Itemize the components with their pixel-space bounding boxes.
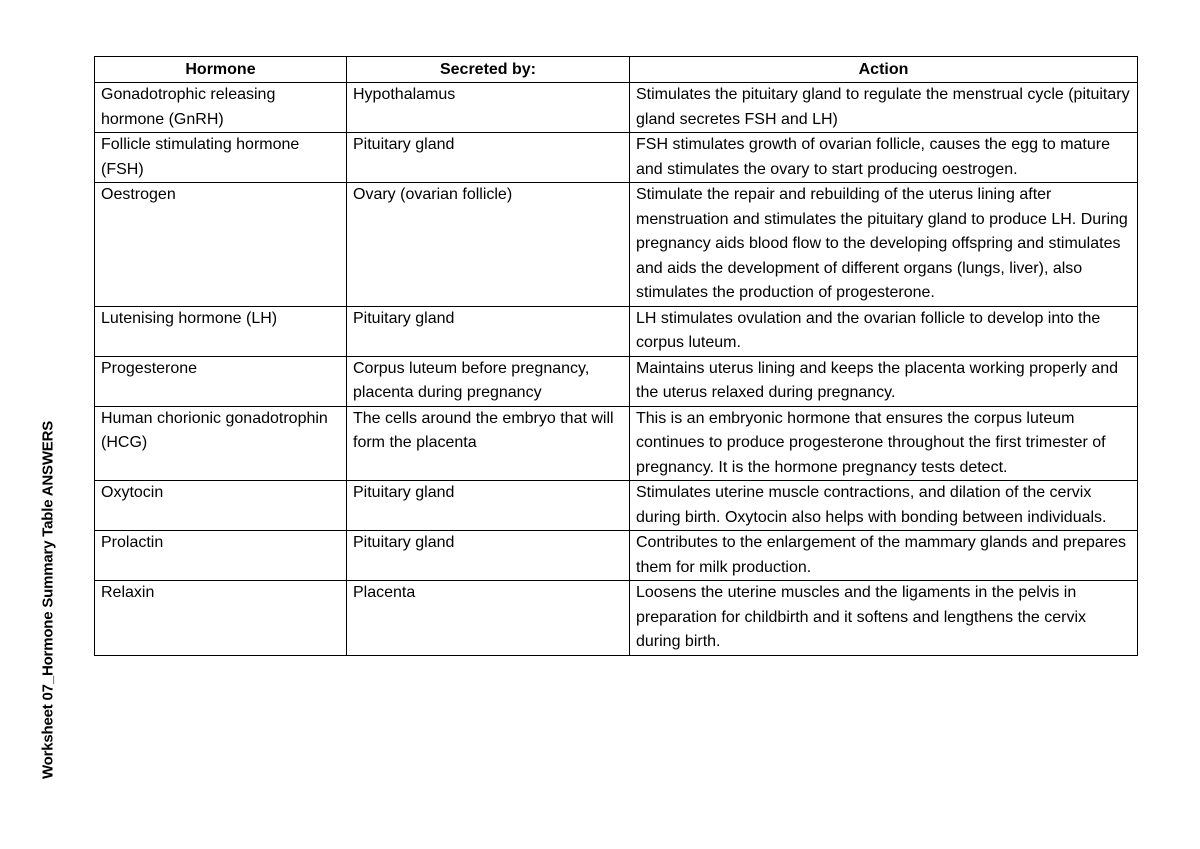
column-header-secreted-by: Secreted by:: [347, 57, 630, 83]
hormone-summary-table: [94, 56, 1138, 656]
hormone-cell: Oxytocin: [95, 481, 347, 531]
action-cell: This is an embryonic hormone that ensures the corpus luteum continues to produce progesterone throughout the first trimester of pregnancy. It is the hormone pregnancy tests detect.: [630, 406, 1138, 481]
table-header-row: [95, 57, 1138, 83]
column-header-hormone: Hormone: [95, 57, 347, 83]
column-header-action: Action: [630, 57, 1138, 83]
secreted-by-cell: Pituitary gland: [347, 481, 630, 531]
hormone-cell: Follicle stimulating hormone (FSH): [95, 133, 347, 183]
action-cell: Contributes to the enlargement of the mammary glands and prepares them for milk production.: [630, 531, 1138, 581]
secreted-by-cell: Pituitary gland: [347, 306, 630, 356]
action-cell: Stimulates uterine muscle contractions, and dilation of the cervix during birth. Oxytocin also helps with bonding between individuals.: [630, 481, 1138, 531]
hormone-cell: Relaxin: [95, 581, 347, 656]
table-row: [95, 183, 1138, 307]
hormone-cell: Progesterone: [95, 356, 347, 406]
table-row: [95, 406, 1138, 481]
table-row: [95, 133, 1138, 183]
action-cell: Stimulates the pituitary gland to regulate the menstrual cycle (pituitary gland secretes FSH and LH): [630, 83, 1138, 133]
hormone-cell: Human chorionic gonadotrophin (HCG): [95, 406, 347, 481]
hormone-cell: Gonadotrophic releasing hormone (GnRH): [95, 83, 347, 133]
hormone-cell: Oestrogen: [95, 183, 347, 307]
action-cell: LH stimulates ovulation and the ovarian follicle to develop into the corpus luteum.: [630, 306, 1138, 356]
action-cell: Stimulate the repair and rebuilding of the uterus lining after menstruation and stimulates the pituitary gland to produce LH. During pregnancy aids blood flow to the developing offspring and stimulates and aids the development of different organs (lungs, liver), also stimulates the production of progesterone.: [630, 183, 1138, 307]
secreted-by-cell: Placenta: [347, 581, 630, 656]
action-cell: Loosens the uterine muscles and the ligaments in the pelvis in preparation for childbirth and it softens and lengthens the cervix during birth.: [630, 581, 1138, 656]
table-row: [95, 531, 1138, 581]
table-row: [95, 581, 1138, 656]
secreted-by-cell: The cells around the embryo that will form the placenta: [347, 406, 630, 481]
hormone-cell: Lutenising hormone (LH): [95, 306, 347, 356]
worksheet-title: Worksheet 07_Hormone Summary Table ANSWERS: [39, 420, 57, 780]
secreted-by-cell: Corpus luteum before pregnancy, placenta during pregnancy: [347, 356, 630, 406]
action-cell: Maintains uterus lining and keeps the placenta working properly and the uterus relaxed during pregnancy.: [630, 356, 1138, 406]
table-row: [95, 306, 1138, 356]
table-row: [95, 481, 1138, 531]
secreted-by-cell: Hypothalamus: [347, 83, 630, 133]
table-row: [95, 356, 1138, 406]
hormone-cell: Prolactin: [95, 531, 347, 581]
secreted-by-cell: Pituitary gland: [347, 133, 630, 183]
action-cell: FSH stimulates growth of ovarian follicle, causes the egg to mature and stimulates the ovary to start producing oestrogen.: [630, 133, 1138, 183]
table-row: [95, 83, 1138, 133]
secreted-by-cell: Ovary (ovarian follicle): [347, 183, 630, 307]
secreted-by-cell: Pituitary gland: [347, 531, 630, 581]
